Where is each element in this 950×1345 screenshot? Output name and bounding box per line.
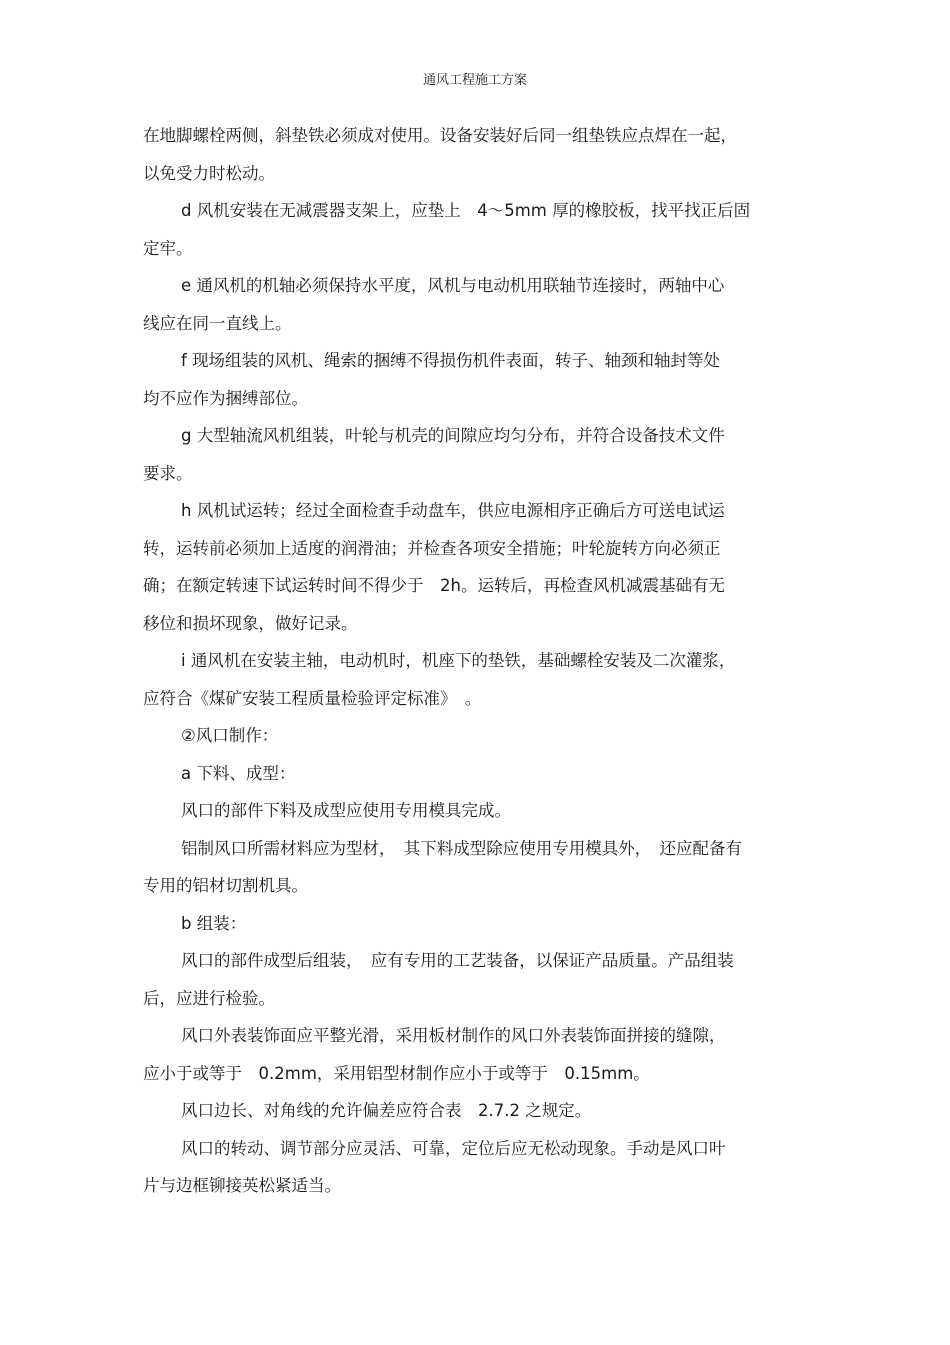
paragraph-line: h 风机试运转；经过全面检查手动盘车，供应电源相序正确后方可送电试运: [181, 501, 725, 520]
paragraph-line: g 大型轴流风机组装，叶轮与机壳的间隙应均匀分布，并符合设备技术文件: [181, 426, 725, 445]
paragraph-line: 风口的转动、调节部分应灵活、可靠，定位后应无松动现象。手动是风口叶: [181, 1138, 726, 1158]
paragraph-line: 以免受力时松动。: [143, 163, 275, 183]
paragraph-line: 风口的部件成型后组装， 应有专用的工艺装备，以保证产品质量。产品组装: [181, 951, 734, 970]
paragraph-line: b 组装：: [181, 913, 247, 933]
paragraph-line: 风口边长、对角线的允许偏差应符合表 2.7.2 之规定。: [181, 1101, 592, 1120]
paragraph-line: 后，应进行检验。: [143, 988, 275, 1008]
document-body: [143, 117, 813, 1205]
paragraph-line: 定牢。: [143, 238, 193, 258]
paragraph-line: 均不应作为捆缚部位。: [143, 388, 308, 408]
paragraph-line: 确；在额定转速下试运转时间不得少于 2h。运转后，再检查风机减震基础有无: [143, 576, 725, 595]
paragraph-line: 风口的部件下料及成型应使用专用模具完成。: [181, 801, 511, 820]
paragraph-line: 铝制风口所需材料应为型材， 其下料成型除应使用专用模具外， 还应配备有: [181, 838, 742, 858]
paragraph-line: i 通风机在安装主轴，电动机时，机座下的垫铁，基础螺栓安装及二次灌浆，: [181, 651, 736, 670]
paragraph-line: ②风口制作：: [181, 726, 279, 745]
paragraph-line: 转，运转前必须加上适度的润滑油；并检查各项安全措施；叶轮旋转方向必须正: [143, 538, 721, 558]
paragraph-line: e 通风机的机轴必须保持水平度，风机与电动机用联轴节连接时，两轴中心: [181, 276, 725, 295]
paragraph-line: d 风机安装在无减震器支架上，应垫上 4～5mm 厚的橡胶板，找平找正后固: [181, 201, 751, 220]
paragraph-line: 专用的铝材切割机具。: [143, 876, 308, 895]
paragraph-line: 线应在同一直线上。: [143, 313, 292, 333]
page-header-title: 通风工程施工方案: [422, 73, 527, 88]
paragraph-line: f 现场组装的风机、绳索的捆缚不得损伤机件表面，转子、轴颈和轴封等处: [181, 351, 721, 370]
paragraph-line: a 下料、成型：: [181, 763, 296, 783]
paragraph-line: 应小于或等于 0.2mm，采用铝型材制作应小于或等于 0.15mm。: [143, 1063, 650, 1083]
paragraph-line: 要求。: [143, 463, 193, 483]
paragraph-line: 移位和损坏现象，做好记录。: [143, 613, 358, 633]
paragraph-line: 风口外表装饰面应平整光滑，采用板材制作的风口外表装饰面拼接的缝隙，: [181, 1026, 726, 1045]
paragraph-line: 片与边框铆接英松紧适当。: [143, 1176, 341, 1195]
paragraph-line: 应符合《煤矿安装工程质量检验评定标准》 。: [143, 688, 482, 708]
paragraph-line: 在地脚螺栓两侧，斜垫铁必须成对使用。设备安装好后同一组垫铁应点焊在一起，: [143, 126, 737, 145]
